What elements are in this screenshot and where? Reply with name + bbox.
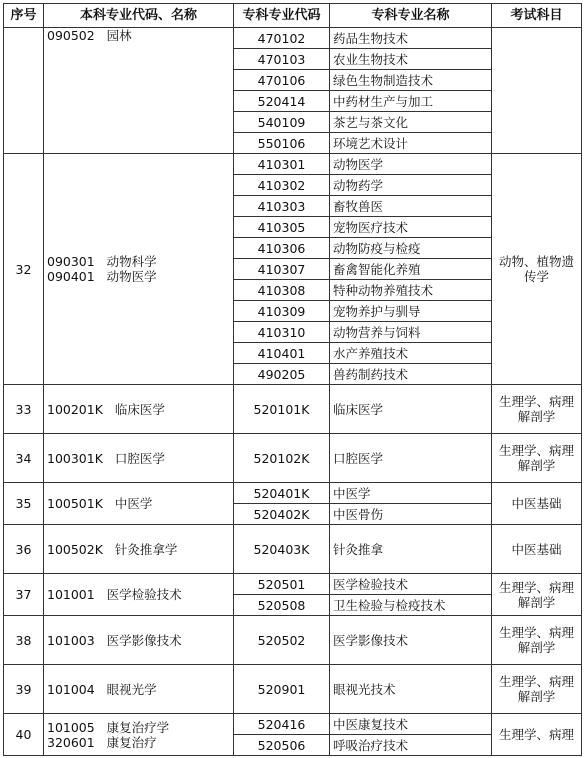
college-name-cell: 宠物养护与驯导 [330, 301, 492, 322]
exam-subjects-cell: 中医基础 [492, 525, 582, 574]
header-college-name: 专科专业名称 [330, 4, 492, 28]
college-code-cell: 410301 [234, 154, 330, 175]
exam-subjects-cell: 动物、植物遗传学 [492, 154, 582, 385]
table-row [4, 385, 582, 434]
college-name-cell: 动物防疫与检疫 [330, 238, 492, 259]
seq-cell: 34 [4, 434, 44, 483]
bachelor-major: 100501K 中医学 [47, 496, 153, 511]
header-exam-subjects: 考试科目 [492, 4, 582, 28]
college-name-cell: 宠物医疗技术 [330, 217, 492, 238]
seq-cell: 39 [4, 665, 44, 714]
college-code-cell: 520403K [234, 525, 330, 574]
college-name-cell: 医学影像技术 [330, 616, 492, 665]
bachelor-major: 090502 园林 [47, 28, 132, 43]
bachelor-major: 320601 康复治疗 [47, 734, 157, 750]
bachelor-major: 101004 眼视光学 [47, 681, 157, 697]
seq-cell: 33 [4, 385, 44, 434]
college-name-cell: 中药材生产与加工 [330, 91, 492, 112]
exam-subjects-cell: 生理学、病理解剖学 [492, 434, 582, 483]
college-code-cell: 490205 [234, 364, 330, 385]
seq-cell: 35 [4, 483, 44, 525]
bachelor-major-cell [44, 434, 234, 483]
college-code-cell: 520508 [234, 595, 330, 616]
exam-subjects-cell: 生理学、病理解剖学 [492, 616, 582, 665]
college-code-cell: 410306 [234, 238, 330, 259]
table-row [4, 154, 582, 175]
bachelor-major: 100301K 口腔医学 [47, 450, 165, 466]
exam-subjects-cell [492, 28, 582, 154]
college-code-cell: 470103 [234, 49, 330, 70]
college-name-cell: 畜禽智能化养殖 [330, 259, 492, 280]
college-name-cell: 中医骨伤 [330, 504, 492, 525]
college-code-cell: 520506 [234, 735, 330, 756]
header-seq: 序号 [4, 4, 44, 28]
college-name-cell: 临床医学 [330, 385, 492, 434]
college-code-cell: 470102 [234, 28, 330, 49]
bachelor-major: 101005 康复治疗学 [47, 719, 170, 735]
college-name-cell: 药品生物技术 [330, 28, 492, 49]
bachelor-major-cell [44, 154, 234, 385]
table-row [4, 616, 582, 665]
college-name-cell: 动物药学 [330, 175, 492, 196]
college-code-cell: 410302 [234, 175, 330, 196]
exam-subjects-cell: 生理学、病理解剖学 [492, 665, 582, 714]
exam-subjects-cell: 生理学、病理解剖学 [492, 385, 582, 434]
college-code-cell: 470106 [234, 70, 330, 91]
bachelor-major: 101001 医学检验技术 [47, 587, 182, 602]
college-name-cell: 兽药制药技术 [330, 364, 492, 385]
college-name-cell: 中医学 [330, 483, 492, 504]
college-code-cell: 520101K [234, 385, 330, 434]
exam-subjects-cell: 生理学、病理 [492, 714, 582, 756]
exam-subjects-cell: 生理学、病理解剖学 [492, 574, 582, 616]
college-code-cell: 520414 [234, 91, 330, 112]
college-name-cell: 水产养殖技术 [330, 343, 492, 364]
bachelor-major-cell [44, 483, 234, 525]
table-row [4, 574, 582, 595]
college-code-cell: 410307 [234, 259, 330, 280]
college-code-cell: 520401K [234, 483, 330, 504]
bachelor-major-cell [44, 28, 234, 154]
college-name-cell: 畜牧兽医 [330, 196, 492, 217]
college-code-cell: 520402K [234, 504, 330, 525]
college-name-cell: 医学检验技术 [330, 574, 492, 595]
seq-cell [4, 28, 44, 154]
college-code-cell: 550106 [234, 133, 330, 154]
college-name-cell: 环境艺术设计 [330, 133, 492, 154]
college-name-cell: 卫生检验与检疫技术 [330, 595, 492, 616]
table-row [4, 434, 582, 483]
bachelor-major: 090301 动物科学 [47, 254, 157, 269]
table-body [4, 28, 582, 756]
seq-cell: 38 [4, 616, 44, 665]
header-bachelor-major: 本科专业代码、名称 [44, 4, 234, 28]
bachelor-major-cell [44, 616, 234, 665]
college-code-cell: 540109 [234, 112, 330, 133]
header-row [4, 4, 582, 28]
college-code-cell: 410303 [234, 196, 330, 217]
bachelor-major-cell [44, 385, 234, 434]
table-row [4, 714, 582, 735]
seq-cell: 37 [4, 574, 44, 616]
exam-subjects-cell: 中医基础 [492, 483, 582, 525]
college-code-cell: 520416 [234, 714, 330, 735]
seq-cell: 36 [4, 525, 44, 574]
table-row [4, 525, 582, 574]
college-name-cell: 针灸推拿 [330, 525, 492, 574]
college-name-cell: 茶艺与茶文化 [330, 112, 492, 133]
college-code-cell: 520102K [234, 434, 330, 483]
bachelor-major: 100502K 针灸推拿学 [47, 541, 178, 557]
bachelor-major-cell [44, 665, 234, 714]
college-name-cell: 口腔医学 [330, 434, 492, 483]
college-name-cell: 绿色生物制造技术 [330, 70, 492, 91]
college-code-cell: 520502 [234, 616, 330, 665]
college-name-cell: 农业生物技术 [330, 49, 492, 70]
bachelor-major: 101003 医学影像技术 [47, 632, 182, 648]
bachelor-major-cell [44, 714, 234, 756]
college-name-cell: 动物医学 [330, 154, 492, 175]
college-name-cell: 动物营养与饲料 [330, 322, 492, 343]
college-code-cell: 410309 [234, 301, 330, 322]
header-college-code: 专科专业代码 [234, 4, 330, 28]
college-code-cell: 410308 [234, 280, 330, 301]
bachelor-major-cell [44, 574, 234, 616]
college-code-cell: 410305 [234, 217, 330, 238]
admission-table [3, 3, 582, 756]
college-code-cell: 410401 [234, 343, 330, 364]
college-name-cell: 眼视光技术 [330, 665, 492, 714]
bachelor-major-cell [44, 525, 234, 574]
seq-cell: 40 [4, 714, 44, 756]
table-row [4, 665, 582, 714]
college-name-cell: 特种动物养殖技术 [330, 280, 492, 301]
table-row [4, 28, 582, 49]
college-name-cell: 中医康复技术 [330, 714, 492, 735]
college-code-cell: 520901 [234, 665, 330, 714]
college-code-cell: 520501 [234, 574, 330, 595]
college-name-cell: 呼吸治疗技术 [330, 735, 492, 756]
seq-cell: 32 [4, 154, 44, 385]
college-code-cell: 410310 [234, 322, 330, 343]
table-row [4, 483, 582, 504]
bachelor-major: 100201K 临床医学 [47, 401, 165, 417]
bachelor-major: 090401 动物医学 [47, 269, 157, 284]
